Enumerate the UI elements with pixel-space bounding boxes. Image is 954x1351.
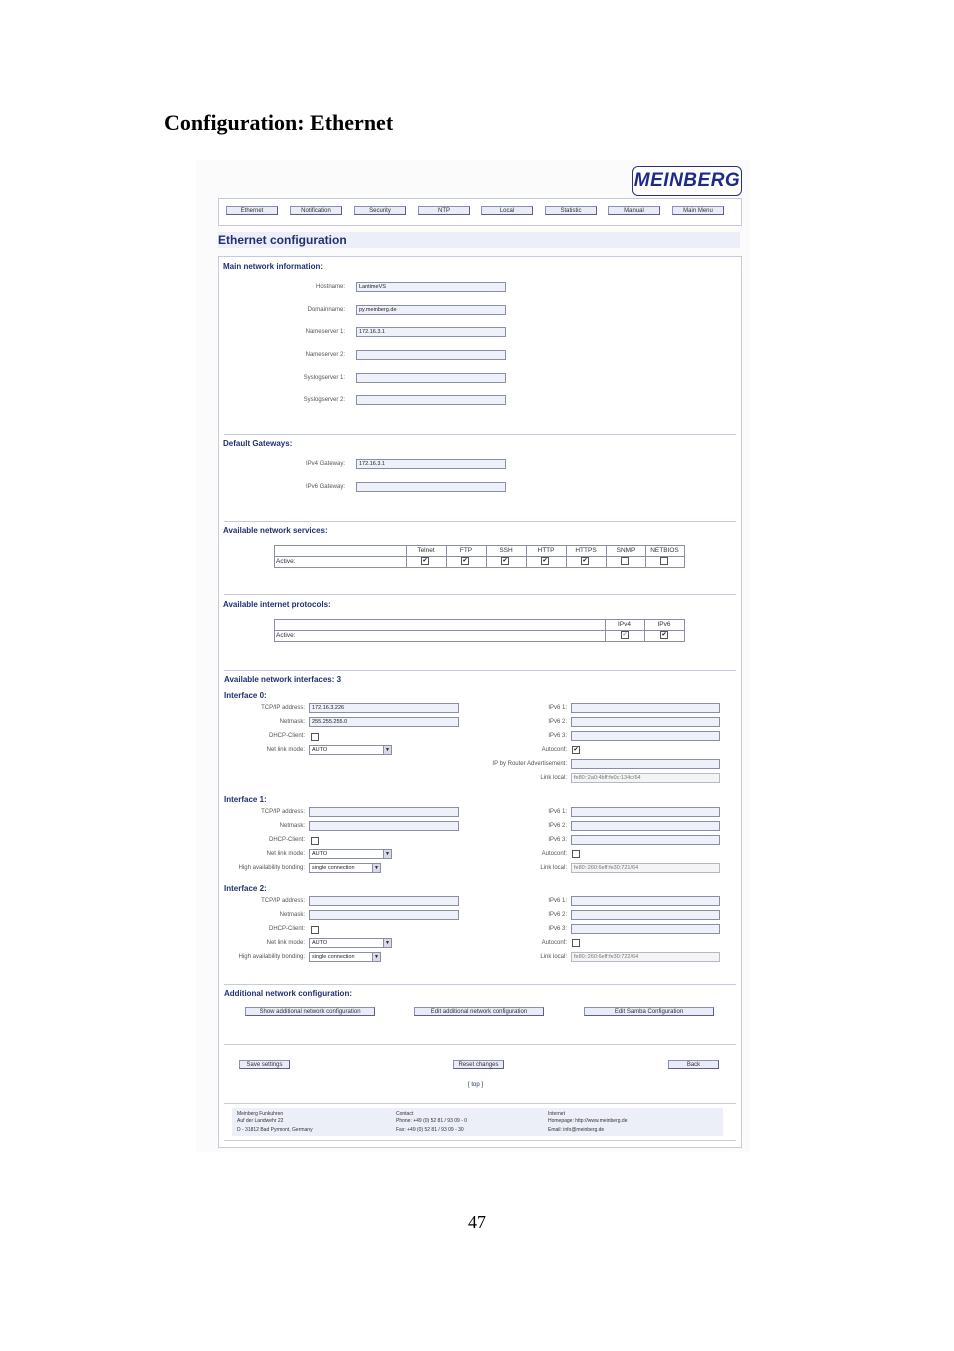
protocol-col-ipv6: IPv6: [657, 621, 671, 628]
footer-phone: Phone: +49 (0) 52 81 / 93 09 - 0: [396, 1118, 468, 1124]
netbios-checkbox[interactable]: [660, 557, 668, 565]
divider: [224, 521, 736, 522]
footer: [232, 1108, 723, 1136]
if0-netmask-label: Netmask:: [279, 719, 305, 725]
footer-contact-heading: Contact: [396, 1111, 414, 1117]
divider: [224, 1140, 736, 1141]
if1-link-mode-select[interactable]: AUTO ▼: [309, 849, 392, 859]
service-col-snmp: SNMP: [616, 547, 636, 554]
if1-tcpip-input[interactable]: [309, 807, 459, 817]
if0-dhcp-checkbox[interactable]: [311, 733, 319, 741]
protocol-col-ipv4: IPv4: [617, 621, 631, 628]
if1-ipv6-3-label: IPv6 3:: [548, 837, 567, 843]
if0-dhcp-label: DHCP-Client:: [268, 733, 305, 739]
hostname-label: Hostname:: [315, 284, 345, 290]
if0-ipv6-2-label: IPv6 2:: [548, 719, 567, 725]
if1-bonding-select[interactable]: single connection ▼: [309, 863, 381, 873]
divider: [224, 1103, 736, 1104]
nav-main-menu-button[interactable]: Main Menu: [672, 206, 724, 215]
if2-link-local-field: fe80::260:6eff:fe30:722/64: [571, 952, 720, 962]
if1-link-mode-label: Net link mode:: [266, 851, 305, 857]
service-col-netbios: NETBIOS: [650, 547, 679, 554]
if0-link-local-field: fe80::2a0:4bff:fe0c:134c/64: [571, 773, 720, 783]
if2-tcpip-input[interactable]: [309, 896, 459, 906]
if2-autoconf-label: Autoconf:: [541, 940, 567, 946]
show-additional-config-button[interactable]: Show additional network configuration: [245, 1007, 375, 1016]
snmp-checkbox[interactable]: [621, 557, 629, 565]
if2-link-mode-label: Net link mode:: [266, 940, 305, 946]
if2-ipv6-3-input[interactable]: [571, 924, 720, 934]
if0-ipv6-3-label: IPv6 3:: [548, 733, 567, 739]
telnet-checkbox[interactable]: ✔: [422, 558, 428, 564]
if1-ipv6-1-label: IPv6 1:: [548, 809, 567, 815]
footer-fax: Fax: +49 (0) 52 81 / 93 09 - 30: [396, 1127, 464, 1133]
page-number: 47: [468, 1212, 486, 1232]
services-heading: Available network services:: [223, 526, 328, 535]
if2-ipv6-2-input[interactable]: [571, 910, 720, 920]
ipv4-gateway-input[interactable]: 172.16.3.1: [356, 459, 506, 469]
nav-security-button[interactable]: Security: [354, 206, 406, 215]
if2-bonding-select[interactable]: single connection ▼: [309, 952, 381, 962]
save-settings-button[interactable]: Save settings: [239, 1060, 290, 1069]
interface1-heading: Interface 1:: [224, 795, 267, 804]
if0-link-mode-label: Net link mode:: [266, 747, 305, 753]
footer-city: D - 31812 Bad Pyrmont, Germany: [237, 1127, 313, 1133]
if2-ipv6-3-label: IPv6 3:: [548, 926, 567, 932]
syslogserver1-input[interactable]: [356, 373, 506, 383]
if1-dhcp-label: DHCP-Client:: [268, 837, 305, 843]
protocols-active-label: Active:: [276, 632, 296, 639]
if1-link-local-label: Link local:: [540, 865, 567, 871]
ipv4-gateway-label: IPv4 Gateway:: [305, 461, 345, 467]
divider: [224, 670, 736, 671]
ipv4-checkbox[interactable]: ✔: [622, 632, 628, 638]
footer-homepage-link[interactable]: Homepage: http://www.meinberg.de: [548, 1118, 628, 1124]
if0-ipv6-1-input[interactable]: [571, 703, 720, 713]
if2-tcpip-label: TCP/IP address:: [261, 898, 305, 904]
if0-netmask-input[interactable]: 255.255.255.0: [309, 717, 459, 727]
footer-company: Meinberg Funkuhren: [237, 1111, 284, 1117]
ipv6-gateway-input[interactable]: [356, 482, 506, 492]
if0-autoconf-label: Autoconf:: [541, 747, 567, 753]
http-checkbox[interactable]: ✔: [542, 558, 548, 564]
if1-ipv6-2-input[interactable]: [571, 821, 720, 831]
if0-tcpip-input[interactable]: 172.16.3.226: [309, 703, 459, 713]
if2-ipv6-1-input[interactable]: [571, 896, 720, 906]
reset-changes-button[interactable]: Reset changes: [453, 1060, 504, 1069]
footer-internet-heading: Internet: [548, 1111, 565, 1117]
chevron-down-icon: ▼: [383, 939, 391, 947]
page-title: Ethernet configuration: [218, 232, 740, 248]
ipv6-gateway-label: IPv6 Gateway:: [305, 484, 345, 490]
nav-ntp-button[interactable]: NTP: [418, 206, 470, 215]
if0-link-mode-select[interactable]: AUTO ▼: [309, 745, 392, 755]
if0-ipv6-3-input[interactable]: [571, 731, 720, 741]
if2-bonding-label: High availability bonding:: [238, 954, 305, 960]
hostname-input[interactable]: LantimeVS: [356, 282, 506, 292]
chevron-down-icon: ▼: [372, 953, 380, 961]
gateways-heading: Default Gateways:: [223, 439, 293, 448]
service-col-http: HTTP: [537, 547, 555, 554]
if0-ipv6-1-label: IPv6 1:: [548, 705, 567, 711]
main-network-heading: Main network information:: [223, 262, 323, 271]
interface0-heading: Interface 0:: [224, 691, 267, 700]
nav-manual-button[interactable]: Manual: [608, 206, 660, 215]
nameserver1-input[interactable]: 172.16.3.1: [356, 327, 506, 337]
domainname-input[interactable]: py.meinberg.de: [356, 305, 506, 315]
if0-router-adv-label: IP by Router Advertisement:: [492, 761, 567, 767]
document-title: Configuration: Ethernet: [164, 110, 394, 135]
divider: [224, 1044, 736, 1045]
meinberg-logo: MEINBERG: [632, 166, 742, 196]
if2-link-mode-select[interactable]: AUTO ▼: [309, 938, 392, 948]
if0-link-local-label: Link local:: [540, 775, 567, 781]
footer-email-link[interactable]: Email: info@meinberg.de: [548, 1127, 605, 1133]
service-col-https: HTTPS: [575, 547, 597, 554]
nav-notification-button[interactable]: Notification: [290, 206, 342, 215]
edit-additional-config-button[interactable]: Edit additional network configuration: [414, 1007, 544, 1016]
if0-autoconf-checkbox[interactable]: ✔: [573, 747, 579, 753]
https-checkbox[interactable]: ✔: [582, 558, 588, 564]
service-col-ftp: FTP: [459, 547, 473, 554]
nameserver2-input[interactable]: [356, 350, 506, 360]
edit-samba-config-button[interactable]: Edit Samba Configuration: [584, 1007, 714, 1016]
interfaces-heading: Available network interfaces: 3: [224, 675, 342, 684]
if0-router-adv-input[interactable]: [571, 759, 720, 769]
nav-statistic-button[interactable]: Statistic: [545, 206, 597, 215]
if1-netmask-label: Netmask:: [279, 823, 305, 829]
if0-ipv6-2-input[interactable]: [571, 717, 720, 727]
if1-dhcp-checkbox[interactable]: [311, 837, 319, 845]
service-col-ssh: SSH: [499, 547, 513, 554]
nav-ethernet-button[interactable]: Ethernet: [226, 206, 278, 215]
if2-netmask-label: Netmask:: [279, 912, 305, 918]
if0-tcpip-label: TCP/IP address:: [261, 705, 305, 711]
if2-dhcp-checkbox[interactable]: [311, 926, 319, 934]
if1-bonding-label: High availability bonding:: [238, 865, 305, 871]
if1-link-local-field: fe80::260:6eff:fe30:721/64: [571, 863, 720, 873]
additional-heading: Additional network configuration:: [224, 989, 352, 998]
if1-ipv6-3-input[interactable]: [571, 835, 720, 845]
nameserver1-label: Nameserver 1:: [305, 329, 345, 335]
domainname-label: Domainname:: [307, 307, 345, 313]
divider: [224, 594, 736, 595]
interface2-heading: Interface 2:: [224, 884, 267, 893]
chevron-down-icon: ▼: [372, 864, 380, 872]
nameserver2-label: Nameserver 2:: [305, 352, 345, 358]
if1-netmask-input[interactable]: [309, 821, 459, 831]
syslogserver1-label: Syslogserver 1:: [303, 375, 345, 381]
protocols-heading: Available internet protocols:: [223, 600, 331, 609]
if1-tcpip-label: TCP/IP address:: [261, 809, 305, 815]
back-button[interactable]: Back: [668, 1060, 719, 1069]
footer-street: Auf der Landwehr 22: [237, 1118, 284, 1124]
ipv6-checkbox[interactable]: ✔: [661, 632, 667, 638]
if2-ipv6-2-label: IPv6 2:: [548, 912, 567, 918]
service-col-telnet: Telnet: [417, 547, 435, 554]
if2-ipv6-1-label: IPv6 1:: [548, 898, 567, 904]
syslogserver2-input[interactable]: [356, 395, 506, 405]
if2-netmask-input[interactable]: [309, 910, 459, 920]
if1-autoconf-label: Autoconf:: [541, 851, 567, 857]
chevron-down-icon: ▼: [383, 850, 391, 858]
if1-ipv6-1-input[interactable]: [571, 807, 720, 817]
syslogserver2-label: Syslogserver 2:: [303, 397, 345, 403]
top-link[interactable]: [ top ]: [468, 1082, 484, 1088]
divider: [224, 984, 736, 985]
services-active-label: Active:: [276, 558, 296, 565]
divider: [224, 434, 736, 435]
chevron-down-icon: ▼: [383, 746, 391, 754]
if1-autoconf-checkbox[interactable]: [572, 850, 580, 858]
if1-ipv6-2-label: IPv6 2:: [548, 823, 567, 829]
ssh-checkbox[interactable]: ✔: [502, 558, 508, 564]
ftp-checkbox[interactable]: ✔: [462, 558, 468, 564]
if2-link-local-label: Link local:: [540, 954, 567, 960]
nav-local-button[interactable]: Local: [481, 206, 533, 215]
if2-dhcp-label: DHCP-Client:: [268, 926, 305, 932]
if2-autoconf-checkbox[interactable]: [572, 939, 580, 947]
